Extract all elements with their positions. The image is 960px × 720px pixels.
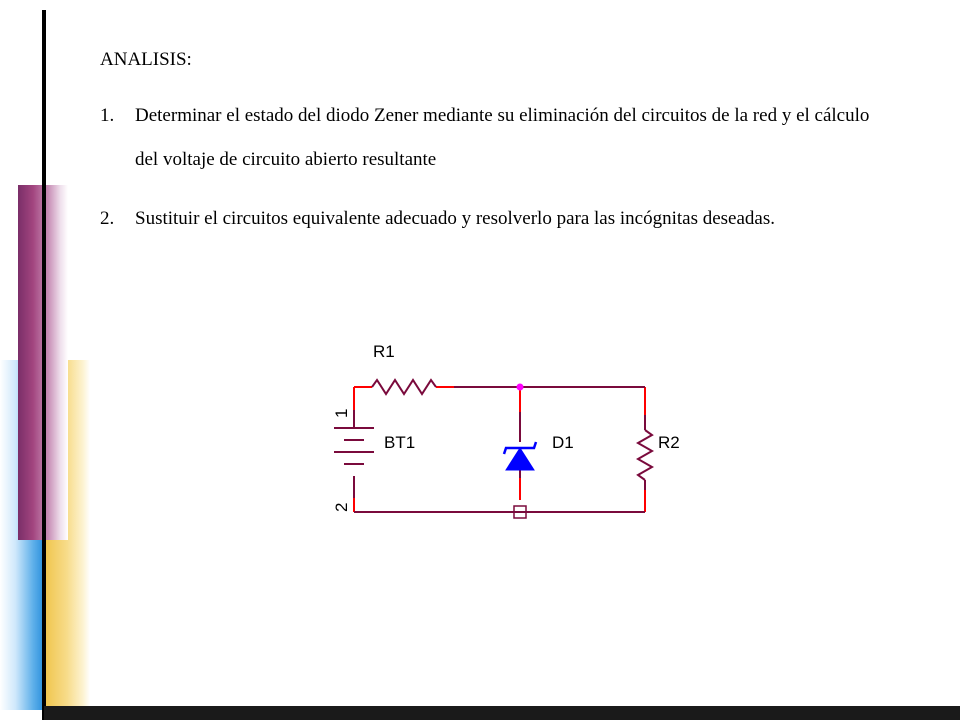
- label-d1: D1: [552, 433, 574, 452]
- step-2-text: Sustituir el circuitos equivalente adecuado y resolverlo para las incógnitas deseadas.: [135, 208, 775, 229]
- decorative-vertical-line: [42, 10, 46, 720]
- battery-bt1: [334, 428, 374, 464]
- resistor-r2: [638, 430, 652, 480]
- step-1-number: 1.: [100, 105, 115, 126]
- resistor-r1: [372, 380, 436, 394]
- zener-diode-d1: [504, 442, 536, 470]
- decorative-bottom-bar: [44, 706, 960, 720]
- label-bt1: BT1: [384, 433, 416, 452]
- label-pin-1: 1: [332, 408, 351, 418]
- step-2-number: 2.: [100, 208, 115, 229]
- page-heading: ANALISIS:: [100, 49, 192, 70]
- step-1-text: Determinar el estado del diodo Zener mediante su eliminación del circuitos de la red y el cálculo del voltaje de circuito abierto resultante: [135, 105, 870, 170]
- label-pin-2: 2: [332, 502, 351, 512]
- label-r2: R2: [658, 433, 680, 452]
- label-r1: R1: [373, 342, 395, 361]
- zener-circuit-diagram: [320, 330, 700, 530]
- junction-node: [517, 384, 524, 391]
